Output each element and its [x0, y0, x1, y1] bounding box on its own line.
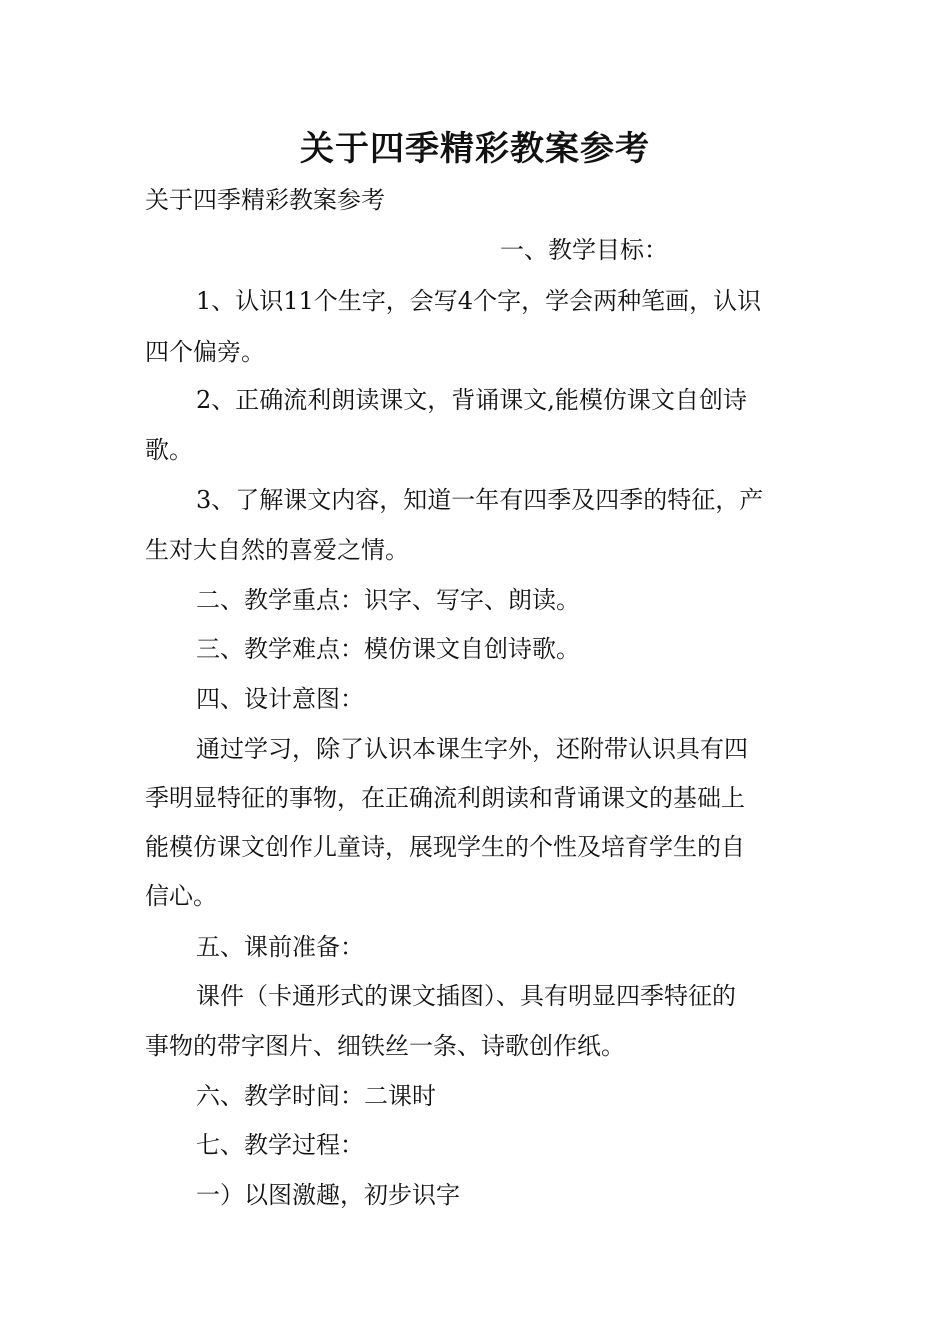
preparation-line-1: 课件（卡通形式的课文插图）、具有明显四季特征的: [196, 982, 736, 1010]
section-design-intent: 四、设计意图：: [196, 685, 364, 713]
section-heading-objectives: 一、教学目标：: [500, 236, 668, 264]
section-difficulties: 三、教学难点：模仿课文自创诗歌。: [196, 635, 580, 663]
objective-3-line-2: 生对大自然的喜爱之情。: [145, 536, 409, 564]
design-intent-line-1: 通过学习，除了认识本课生字外，还附带认识具有四: [196, 735, 748, 763]
section-key-points: 二、教学重点：识字、写字、朗读。: [196, 586, 580, 614]
objective-1-line-2: 四个偏旁。: [145, 338, 265, 366]
section-preparation: 五、课前准备：: [196, 933, 364, 961]
objective-3-line-1: 3、了解课文内容，知道一年有四季及四季的特征，产: [196, 486, 764, 514]
section-teaching-process: 七、教学过程：: [196, 1131, 364, 1159]
design-intent-line-4: 信心。: [145, 882, 217, 910]
design-intent-line-2: 季明显特征的事物，在正确流利朗读和背诵课文的基础上: [145, 784, 745, 812]
design-intent-line-3: 能模仿课文创作儿童诗，展现学生的个性及培育学生的自: [145, 833, 745, 861]
document-title: 关于四季精彩教案参考: [300, 129, 650, 169]
objective-2-line-1: 2、正确流利朗读课文，背诵课文,能模仿课文自创诗: [196, 386, 747, 414]
preparation-line-2: 事物的带字图片、细铁丝一条、诗歌创作纸。: [145, 1032, 625, 1060]
process-step-1: 一）以图激趣，初步识字: [196, 1181, 460, 1209]
objective-2-line-2: 歌。: [145, 436, 193, 464]
document-subtitle: 关于四季精彩教案参考: [145, 186, 385, 214]
section-teaching-time: 六、教学时间：二课时: [196, 1082, 436, 1110]
objective-1-line-1: 1、认识11个生字，会写4个字，学会两种笔画，认识: [196, 287, 762, 315]
